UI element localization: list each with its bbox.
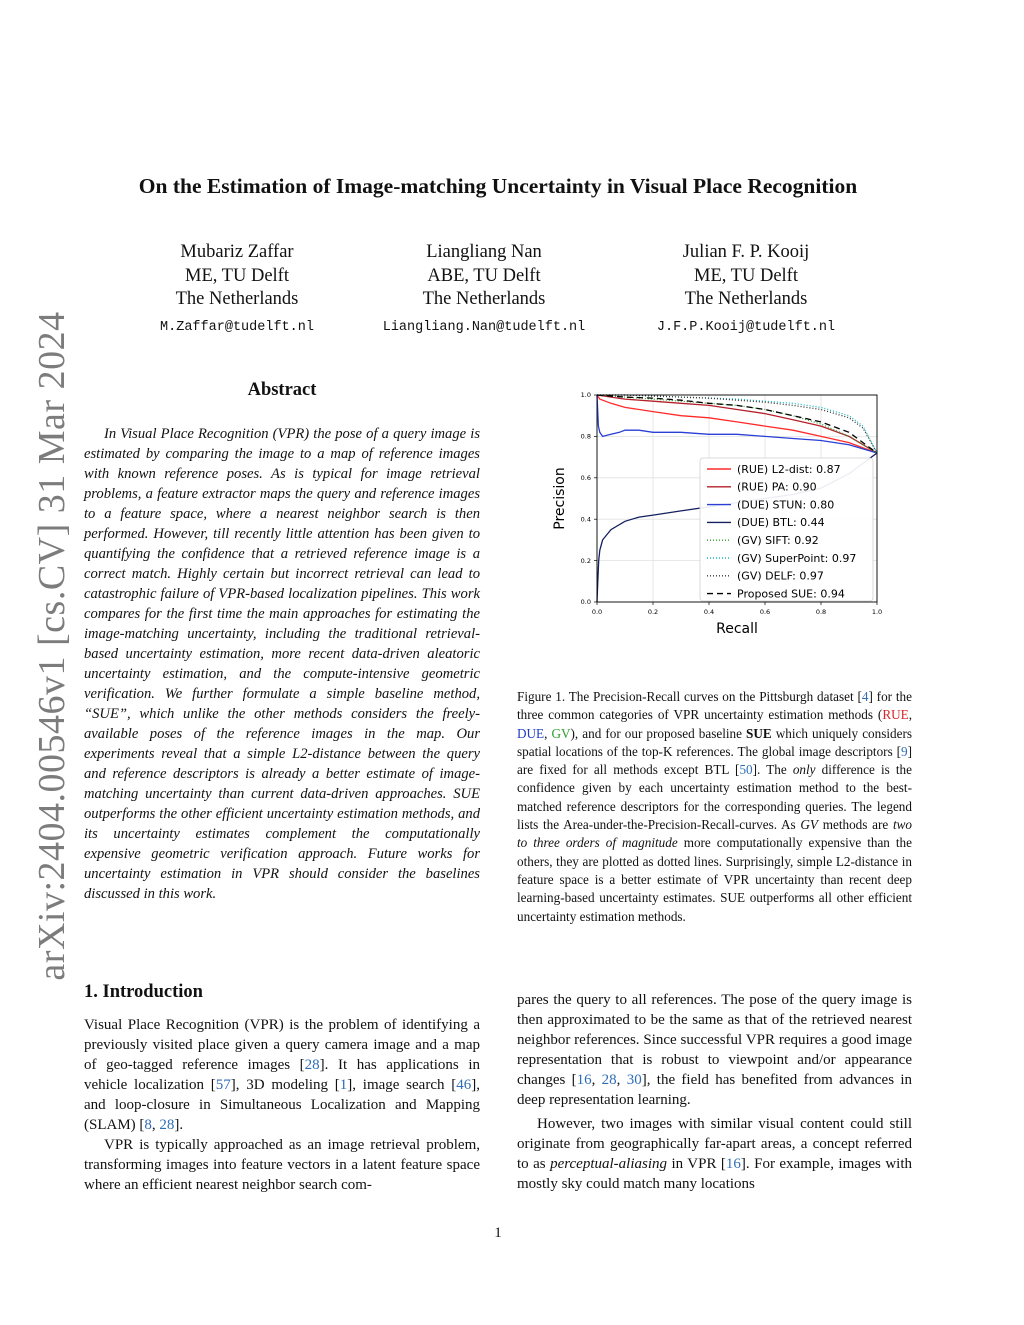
citation-link[interactable]: 28: [159, 1117, 175, 1134]
author-affiliation: ME, TU Delft: [185, 265, 289, 286]
intro-paragraph: Visual Place Recognition (VPR) is the problem of identifying a previously visited place given a query camera image and a map of geo-tagged reference images [28]. It has applications in vehicle localization [57], 3D modeling [1], image search [46], and loop-closure in Simultaneous Localization and Mapping (SLAM) [8, 28].: [84, 1017, 480, 1134]
legend-entry: (RUE) PA: 0.90: [737, 480, 817, 494]
citation-link[interactable]: 16: [576, 1072, 592, 1089]
intro-paragraph: pares the query to all references. The pose of the query image is then approximated to be the same as that of the retrieved nearest neighbor references. Since successful VPR requires a good image representation that is robust to viewpoint and/or appearance changes [16, 28, 30], the field has benefited from advances in deep representation learning.: [517, 992, 913, 1109]
chart-legend: [700, 458, 873, 601]
citation-link[interactable]: 28: [601, 1072, 617, 1089]
x-tick-label: 1.0: [871, 608, 883, 616]
author-email: Liangliang.Nan@tudelft.nl: [382, 319, 586, 335]
y-tick-label: 0.0: [580, 598, 591, 607]
citation-link[interactable]: 1: [339, 1077, 348, 1094]
citation-link[interactable]: 4: [861, 689, 869, 704]
author-country: The Netherlands: [422, 289, 546, 309]
intro-paragraph: VPR is typically approached as an image retrieval problem, transforming images into feature vectors in a latent feature space where an efficient nearest neighbor search com-: [84, 1137, 480, 1194]
y-axis-label: Precision: [552, 467, 568, 530]
arxiv-stamp: arXiv:2404.00546v1 [cs.CV] 31 Mar 2024: [31, 311, 73, 981]
x-axis-label: Recall: [716, 621, 758, 637]
y-tick-label: 0.2: [580, 556, 591, 565]
author-country: The Netherlands: [175, 289, 299, 309]
y-tick-label: 0.8: [580, 432, 591, 441]
intro-paragraph: However, two images with similar visual content could still originate from geographically far-apart areas, a concept referred to as perceptual-aliasing in VPR [16]. For example, images with mostly sky could match many locations: [517, 1116, 913, 1193]
author-name: Julian F. P. Kooij: [682, 242, 810, 262]
y-tick-label: 1.0: [580, 391, 591, 400]
author-email: M.Zaffar@tudelft.nl: [160, 319, 314, 335]
precision-recall-chart: [545, 380, 895, 645]
author-email: J.F.P.Kooij@tudelft.nl: [656, 319, 836, 335]
author-country: The Netherlands: [684, 289, 808, 309]
x-tick-label: 0.4: [703, 608, 715, 616]
citation-link[interactable]: 50: [739, 762, 753, 778]
section-heading: 1. Introduction: [84, 982, 203, 1002]
citation-link[interactable]: 57: [215, 1077, 231, 1094]
paper-title: On the Estimation of Image-matching Uncertainty in Visual Place Recognition: [138, 174, 858, 198]
citation-link[interactable]: 16: [725, 1156, 741, 1173]
x-tick-label: 0.6: [759, 608, 771, 616]
author-name: Mubariz Zaffar: [180, 242, 294, 262]
author-name: Liangliang Nan: [426, 242, 542, 262]
legend-entry: Proposed SUE: 0.94: [737, 587, 845, 601]
legend-entry: (DUE) BTL: 0.44: [737, 516, 825, 530]
author-block: [359, 241, 609, 339]
citation-link[interactable]: 28: [304, 1057, 320, 1074]
legend-entry: (GV) SIFT: 0.92: [737, 534, 819, 547]
author-affiliation: ME, TU Delft: [694, 265, 798, 286]
legend-entry: (RUE) L2-dist: 0.87: [737, 462, 841, 476]
figure-caption: Figure 1. The Precision-Recall curves on the Pittsburgh dataset [4] for the three common categories of VPR uncertainty estimation methods (RUE, DUE, GV), and for our proposed baseline SUE which uniquely considers spatial locations of the top-K references. The global image descriptors [9] are fixed for all methods except BTL [50]. The only difference is the confidence given by each uncertainty estimation method to the best-matched reference descriptors for the corresponding queries. The legend lists the Area-under-the-Precision-Recall-curves. As GV methods are two to three orders of magnitude more computationally expensive than the others, they are plotted as dotted lines. Surprisingly, simple L2-distance in feature space is a better estimate of VPR uncertainty than recent deep learning-based uncertainty estimates. SUE outperforms all other efficient uncertainty estimation methods.: [517, 689, 913, 924]
x-tick-label: 0.2: [647, 608, 659, 616]
page-number: 1: [494, 1225, 502, 1241]
legend-entry: (GV) DELF: 0.97: [737, 569, 824, 583]
legend-entry: (DUE) STUN: 0.80: [737, 498, 835, 512]
x-tick-label: 0.0: [591, 608, 603, 616]
citation-link[interactable]: 30: [626, 1072, 642, 1089]
y-tick-label: 0.4: [580, 515, 591, 524]
abstract-text: In Visual Place Recognition (VPR) the pose of a query image is estimated by comparing the image to a map of reference images with known reference poses. As is typical for image retrieval problems, a feature extractor maps the query and reference images to a feature space, where a nearest neighbor search is then performed. However, till recently little attention has been given to quantifying the confidence that a retrieved reference image is a correct match. Highly certain but incorrect retrieval can lead to catastrophic failure of VPR-based localization pipelines. This work compares for the first time the main approaches for estimating the image-matching uncertainty, including the traditional retrieval-based uncertainty estimation, more recent data-driven aleatoric uncertainty estimation, and the compute-intensive geometric verification. We further formulate a simple baseline method, “SUE”, which unlike the other methods considers the freely-available poses of the reference images in the map. Our experiments reveal that a simple L2-distance between the query and reference descriptors is already a better estimate of image-matching uncertainty than current data-driven approaches. SUE outperforms the other efficient uncertainty estimation methods, and its uncertainty estimates complement the computationally expensive geometric verification approach. Future works for uncertainty estimation in VPR should consider the baselines discussed in this work.: [84, 426, 480, 902]
citation-link[interactable]: 8: [144, 1117, 152, 1134]
author-block: [112, 241, 362, 339]
abstract-heading: Abstract: [247, 380, 317, 400]
legend-entry: (GV) SuperPoint: 0.97: [737, 551, 857, 565]
citation-link[interactable]: 9: [901, 743, 908, 759]
y-tick-label: 0.6: [580, 474, 591, 482]
author-affiliation: ABE, TU Delft: [427, 265, 541, 286]
author-block: [621, 241, 871, 339]
citation-link[interactable]: 46: [456, 1077, 472, 1094]
x-tick-label: 0.8: [815, 608, 827, 616]
